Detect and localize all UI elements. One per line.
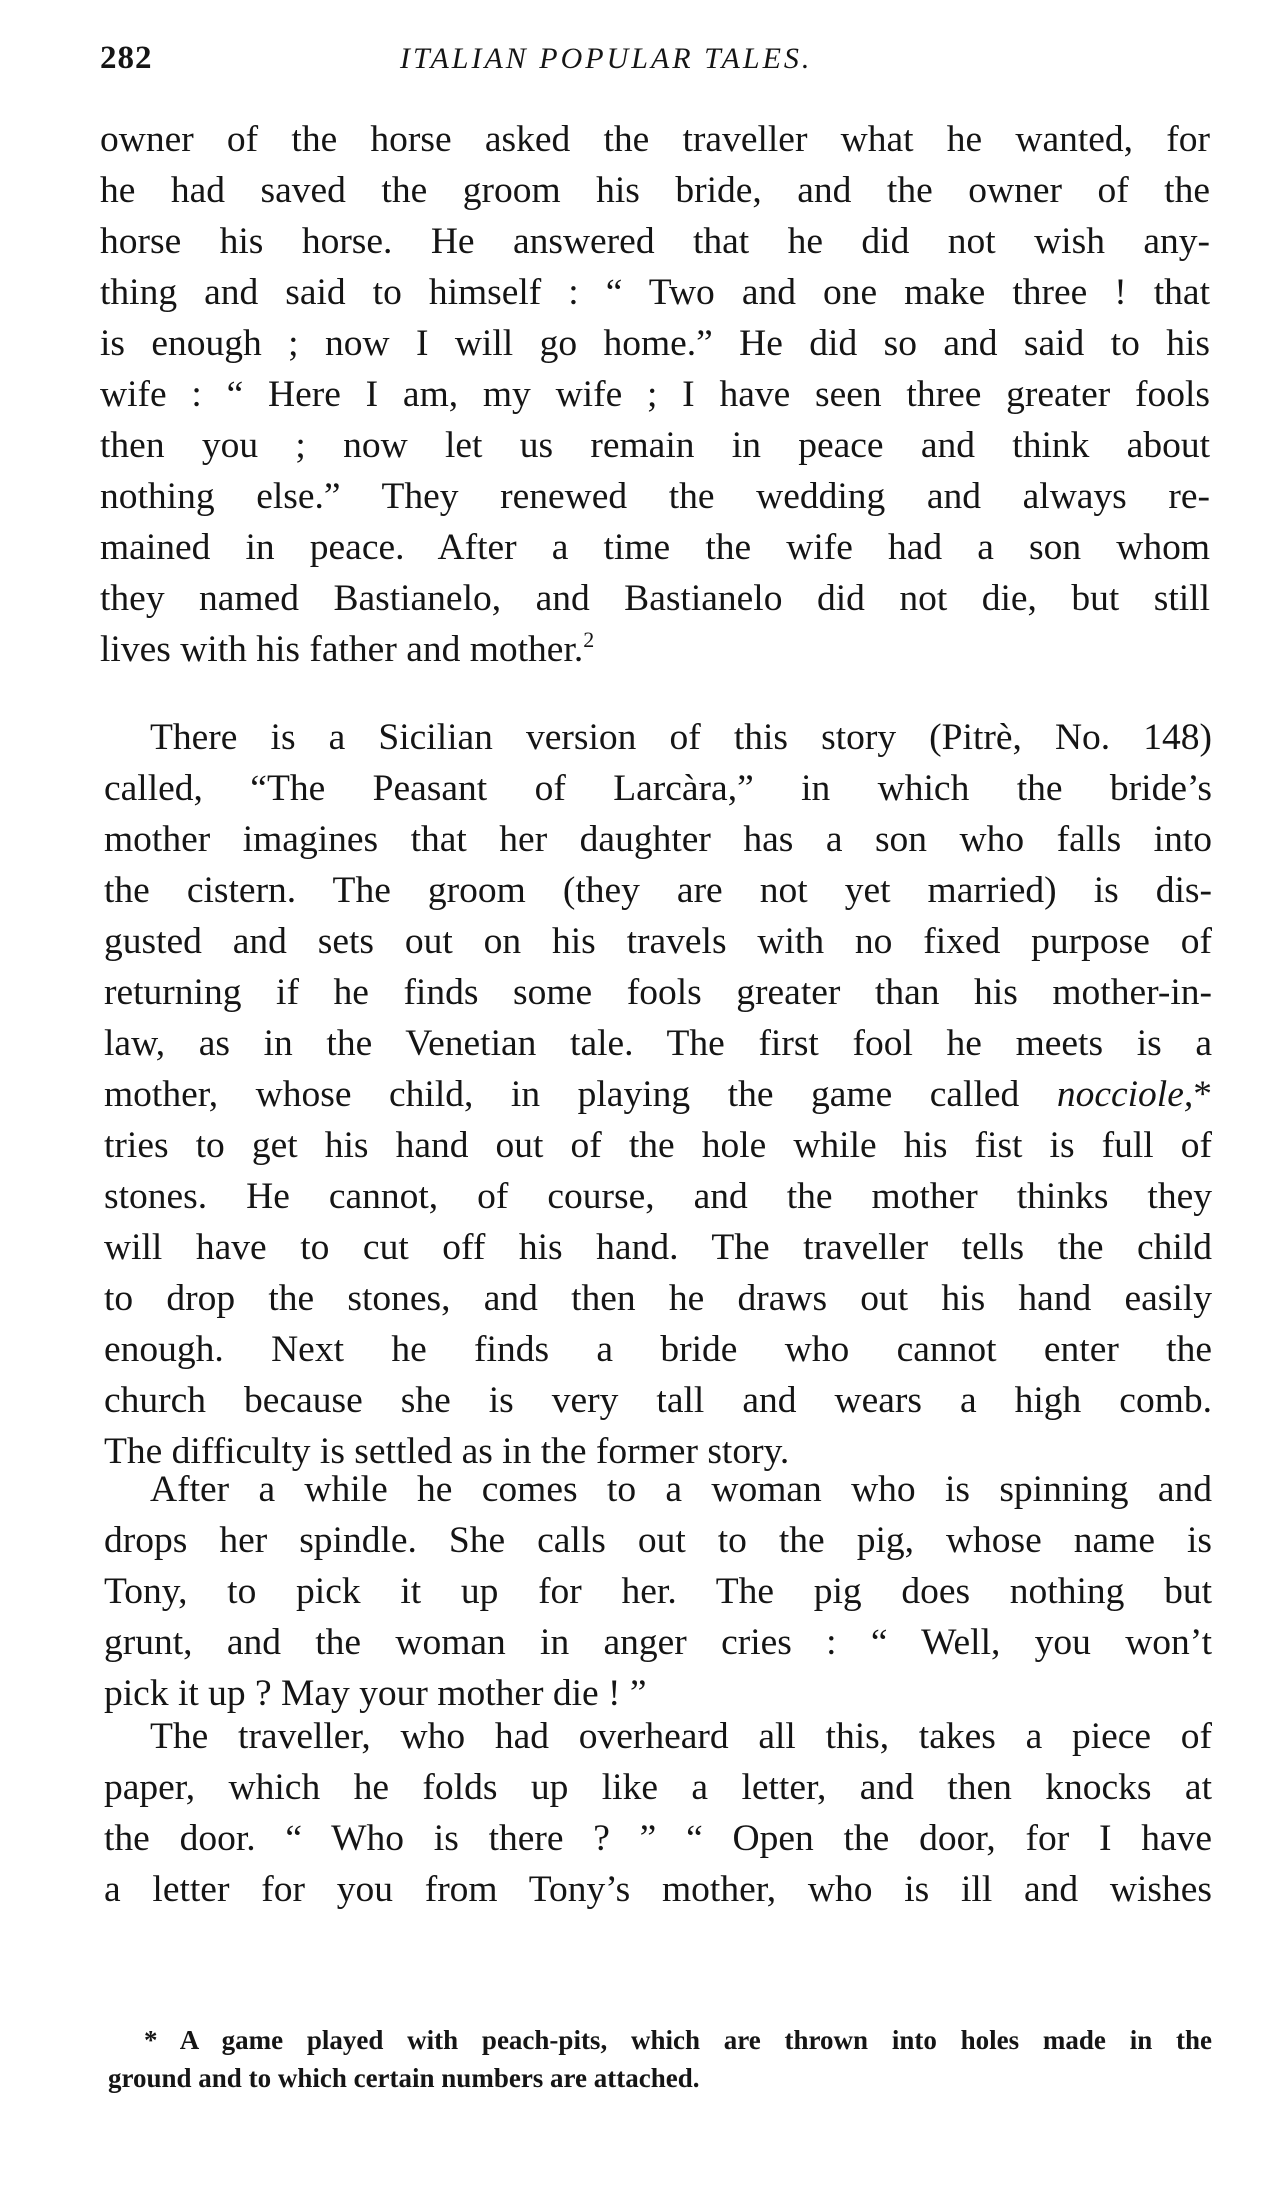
- text-line: grunt, and the woman in anger cries : “ Well, you won’t: [104, 1622, 1212, 1663]
- text-line: stones. He cannot, of course, and the mother thinks they: [104, 1176, 1212, 1217]
- footnote-mark: *: [1193, 1074, 1212, 1115]
- text-line: the cistern. The groom (they are not yet married) is dis-: [104, 870, 1212, 911]
- page-number: 282: [100, 40, 153, 76]
- text-line: called, “The Peasant of Larcàra,” in which the bride’s: [104, 768, 1212, 809]
- paragraph-sicilian-version: [104, 712, 1212, 1477]
- italic-term: nocciole,: [1056, 1074, 1194, 1115]
- paragraph-continued: [100, 114, 1210, 675]
- text-line: owner of the horse asked the traveller what he wanted, for: [100, 119, 1210, 160]
- text-line: returning if he finds some fools greater than his mother-in-: [104, 972, 1212, 1013]
- page-header: [100, 40, 1210, 90]
- footnote: [108, 2021, 1212, 2097]
- footnote-line: * A game played with peach-pits, which are thrown into holes made in the: [144, 2025, 1212, 2055]
- text-line: tries to get his hand out of the hole while his fist is full of: [104, 1125, 1212, 1166]
- text-line-content: lives with his father and mother.: [100, 629, 584, 670]
- text-line: The difficulty is settled as in the former story.: [104, 1431, 790, 1472]
- text-line: thing and said to himself : “ Two and one make three ! that: [100, 272, 1210, 313]
- text-line: Tony, to pick it up for her. The pig does nothing but: [104, 1571, 1212, 1612]
- text-line: mother imagines that her daughter has a son who falls into: [104, 819, 1212, 860]
- text-line: enough. Next he finds a bride who cannot enter the: [104, 1329, 1212, 1370]
- footnote-line: ground and to which certain numbers are attached.: [108, 2063, 700, 2093]
- text-line: After a while he comes to a woman who is spinning and: [150, 1469, 1212, 1510]
- text-line: There is a Sicilian version of this story (Pitrè, No. 148): [150, 717, 1212, 758]
- text-line: to drop the stones, and then he draws out his hand easily: [104, 1278, 1212, 1319]
- text-line: drops her spindle. She calls out to the pig, whose name is: [104, 1520, 1212, 1561]
- text-line: the door. “ Who is there ? ” “ Open the door, for I have: [104, 1818, 1212, 1859]
- text-line: [104, 1069, 1212, 1120]
- text-line: then you ; now let us remain in peace and think about: [100, 425, 1210, 466]
- text-line: wife : “ Here I am, my wife ; I have seen three greater fools: [100, 374, 1210, 415]
- paragraph-spinning-woman: [104, 1464, 1212, 1719]
- text-line: they named Bastianelo, and Bastianelo did not die, but still: [100, 578, 1210, 619]
- text-line: mained in peace. After a time the wife had a son whom: [100, 527, 1210, 568]
- text-line: The traveller, who had overheard all this, takes a piece of: [150, 1716, 1212, 1757]
- text-line: paper, which he folds up like a letter, and then knocks at: [104, 1767, 1212, 1808]
- text-line: gusted and sets out on his travels with no fixed purpose of: [104, 921, 1212, 962]
- footnote-reference: 2: [583, 627, 595, 652]
- text-line: horse his horse. He answered that he did not wish any-: [100, 221, 1210, 262]
- text-line-content: mother, whose child, in playing the game called: [104, 1074, 1020, 1115]
- text-line: a letter for you from Tony’s mother, who is ill and wishes: [104, 1869, 1212, 1910]
- text-line: he had saved the groom his bride, and the owner of the: [100, 170, 1210, 211]
- text-line: nothing else.” They renewed the wedding and always re-: [100, 476, 1210, 517]
- text-line: pick it up ? May your mother die ! ”: [104, 1673, 647, 1714]
- text-line: law, as in the Venetian tale. The first fool he meets is a: [104, 1023, 1212, 1064]
- text-line: [100, 624, 1210, 675]
- text-line: is enough ; now I will go home.” He did so and said to his: [100, 323, 1210, 364]
- paragraph-traveller-letter: [104, 1711, 1212, 1915]
- text-line: will have to cut off his hand. The traveller tells the child: [104, 1227, 1212, 1268]
- running-title: ITALIAN POPULAR TALES.: [400, 42, 813, 75]
- text-line: church because she is very tall and wears a high comb.: [104, 1380, 1212, 1421]
